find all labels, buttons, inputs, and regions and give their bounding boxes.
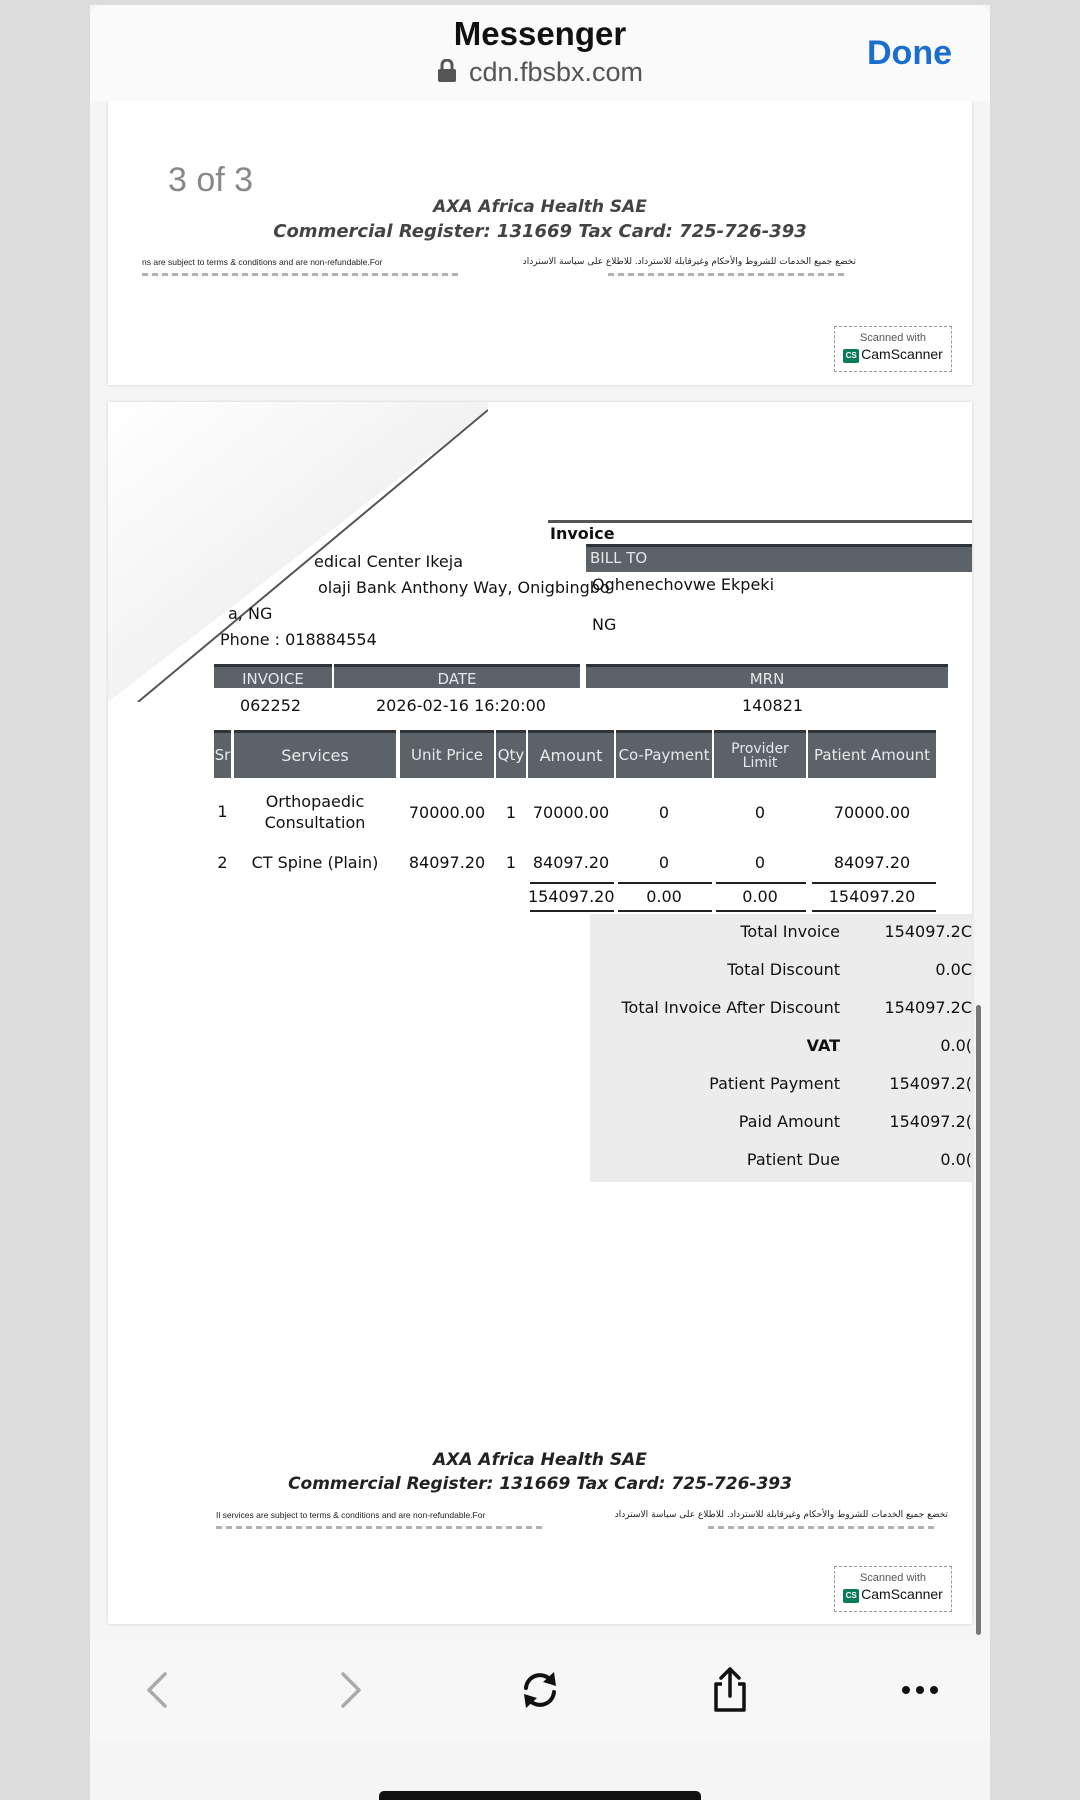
- invoice-title: Invoice: [550, 524, 615, 543]
- row2-provider-limit: 0: [754, 853, 766, 872]
- back-button[interactable]: [128, 1660, 188, 1720]
- summary-label: VAT: [806, 1036, 840, 1055]
- forward-icon: [335, 1670, 365, 1710]
- clinic-name: edical Center Ikeja: [314, 552, 464, 571]
- terms-arabic: تخضع جميع الخدمات للشروط والأحكام وغيرقابلة للاسترداد. للاطلاع على سياسة الاسترداد: [614, 1510, 948, 1520]
- camscanner-badge: [834, 326, 952, 372]
- col-header-provider-limit: Provider Limit: [714, 730, 806, 778]
- document-page-2: [108, 402, 972, 1624]
- row2-unit-price: 84097.20: [408, 853, 486, 872]
- row2-service: CT Spine (Plain): [251, 853, 379, 872]
- summary-label: Total Invoice After Discount: [621, 998, 840, 1017]
- col-header-unit-price: Unit Price: [400, 730, 494, 778]
- scan-noise: [708, 1526, 938, 1529]
- camscanner-logo-icon: CS: [843, 1589, 859, 1603]
- clinic-address: olaji Bank Anthony Way, Onigbingbo: [318, 578, 610, 597]
- row1-sr: 1: [217, 802, 228, 821]
- invoice-number: 062252: [240, 696, 302, 715]
- bill-to-country: NG: [592, 615, 617, 634]
- badge-app-name: CamScanner: [861, 346, 943, 362]
- total-rule: [530, 910, 614, 912]
- back-icon: [143, 1670, 173, 1710]
- scan-noise: [216, 1526, 546, 1529]
- col-header-sr: Sr: [214, 730, 231, 778]
- lock-icon: [437, 59, 457, 90]
- scan-noise: [608, 273, 848, 276]
- summary-value: 154097.2C: [884, 998, 972, 1017]
- commercial-register: Commercial Register: 131669 Tax Card: 725-726-393: [273, 221, 807, 242]
- row1-provider-limit: 0: [754, 803, 766, 822]
- url-bar[interactable]: [90, 57, 990, 90]
- meta-header-date: DATE: [334, 664, 580, 688]
- row1-service-line2: Consultation: [264, 813, 366, 832]
- total-rule: [812, 882, 936, 884]
- meta-header-invoice: INVOICE: [214, 664, 332, 688]
- row1-qty: 1: [505, 803, 517, 822]
- row2-qty: 1: [505, 853, 517, 872]
- browser-header: [90, 5, 990, 101]
- badge-caption: Scanned with: [859, 332, 927, 344]
- summary-label: Total Invoice: [740, 922, 840, 941]
- clinic-phone: Phone : 018884554: [220, 630, 377, 649]
- row2-amount: 84097.20: [532, 853, 610, 872]
- row1-service-line1: Orthopaedic: [265, 792, 365, 811]
- invoice-date: 2026-02-16 16:20:00: [376, 696, 546, 715]
- total-amount: 154097.20: [528, 887, 615, 906]
- refresh-button[interactable]: [510, 1660, 570, 1720]
- refresh-icon: [518, 1668, 562, 1712]
- row1-amount: 70000.00: [532, 803, 610, 822]
- badge-caption: Scanned with: [859, 1572, 927, 1584]
- summary-label: Total Discount: [727, 960, 840, 979]
- more-icon: [898, 1684, 942, 1696]
- camscanner-badge: [834, 1566, 952, 1612]
- company-name: AXA Africa Health SAE: [433, 197, 647, 217]
- summary-value: 154097.2(: [889, 1074, 972, 1093]
- row1-co-payment: 0: [658, 803, 670, 822]
- bill-to-name: Oghenechovwe Ekpeki: [592, 575, 775, 594]
- total-rule: [716, 910, 806, 912]
- summary-label: Patient Payment: [709, 1074, 840, 1093]
- total-provider-limit: 0.00: [742, 887, 778, 906]
- summary-value: 154097.2(: [889, 1112, 972, 1131]
- document-page-1: [108, 101, 972, 385]
- row1-patient-amount: 70000.00: [833, 803, 911, 822]
- total-co-payment: 0.00: [646, 887, 682, 906]
- terms-arabic: تخضع جميع الخدمات للشروط والأحكام وغيرقابلة للاسترداد. للاطلاع على سياسة الاسترداد: [522, 257, 856, 267]
- summary-value: 0.0C: [935, 960, 972, 979]
- share-icon: [710, 1666, 750, 1714]
- home-indicator[interactable]: [379, 1791, 701, 1800]
- terms-english: Il services are subject to terms & conditions and are non-refundable.For: [216, 1510, 486, 1520]
- total-rule: [812, 910, 936, 912]
- terms-english: ns are subject to terms & conditions and are non-refundable.For: [142, 257, 383, 267]
- summary-value: 154097.2C: [884, 922, 972, 941]
- col-header-services: Services: [234, 730, 396, 778]
- badge-app-name: CamScanner: [861, 1586, 943, 1602]
- page-indicator: 3 of 3: [168, 161, 254, 199]
- col-header-amount: Amount: [528, 730, 614, 778]
- title-rule: [548, 520, 972, 523]
- row2-co-payment: 0: [658, 853, 670, 872]
- summary-value: 0.0(: [940, 1150, 972, 1169]
- summary-label: Paid Amount: [738, 1112, 840, 1131]
- total-patient-amount: 154097.20: [828, 887, 916, 906]
- total-rule: [618, 910, 712, 912]
- share-button[interactable]: [700, 1660, 760, 1720]
- summary-value: 0.0(: [940, 1036, 972, 1055]
- bill-to-header: BILL TO: [586, 544, 972, 572]
- total-rule: [618, 882, 712, 884]
- row2-sr: 2: [217, 853, 228, 872]
- col-header-patient-amount: Patient Amount: [808, 730, 936, 778]
- browser-toolbar: [90, 1640, 990, 1740]
- company-name: AXA Africa Health SAE: [433, 1450, 647, 1470]
- clinic-city: a, NG: [228, 604, 273, 623]
- col-header-co-payment: Co-Payment: [616, 730, 712, 778]
- vertical-scrollbar[interactable]: [976, 1005, 981, 1635]
- row1-unit-price: 70000.00: [408, 803, 486, 822]
- url-text: cdn.fbsbx.com: [468, 57, 644, 87]
- more-button[interactable]: [890, 1660, 950, 1720]
- camscanner-logo-icon: CS: [843, 349, 859, 363]
- scan-noise: [142, 273, 462, 276]
- col-header-qty: Qty: [496, 730, 526, 778]
- page-title: Messenger: [453, 15, 627, 52]
- commercial-register: Commercial Register: 131669 Tax Card: 725-726-393: [288, 1474, 792, 1494]
- meta-header-mrn: MRN: [586, 664, 948, 688]
- total-rule: [716, 882, 806, 884]
- row2-patient-amount: 84097.20: [833, 853, 911, 872]
- total-rule: [530, 882, 614, 884]
- mrn-number: 140821: [742, 696, 804, 715]
- forward-button[interactable]: [320, 1660, 380, 1720]
- summary-label: Patient Due: [746, 1150, 840, 1169]
- done-button[interactable]: Done: [867, 34, 952, 72]
